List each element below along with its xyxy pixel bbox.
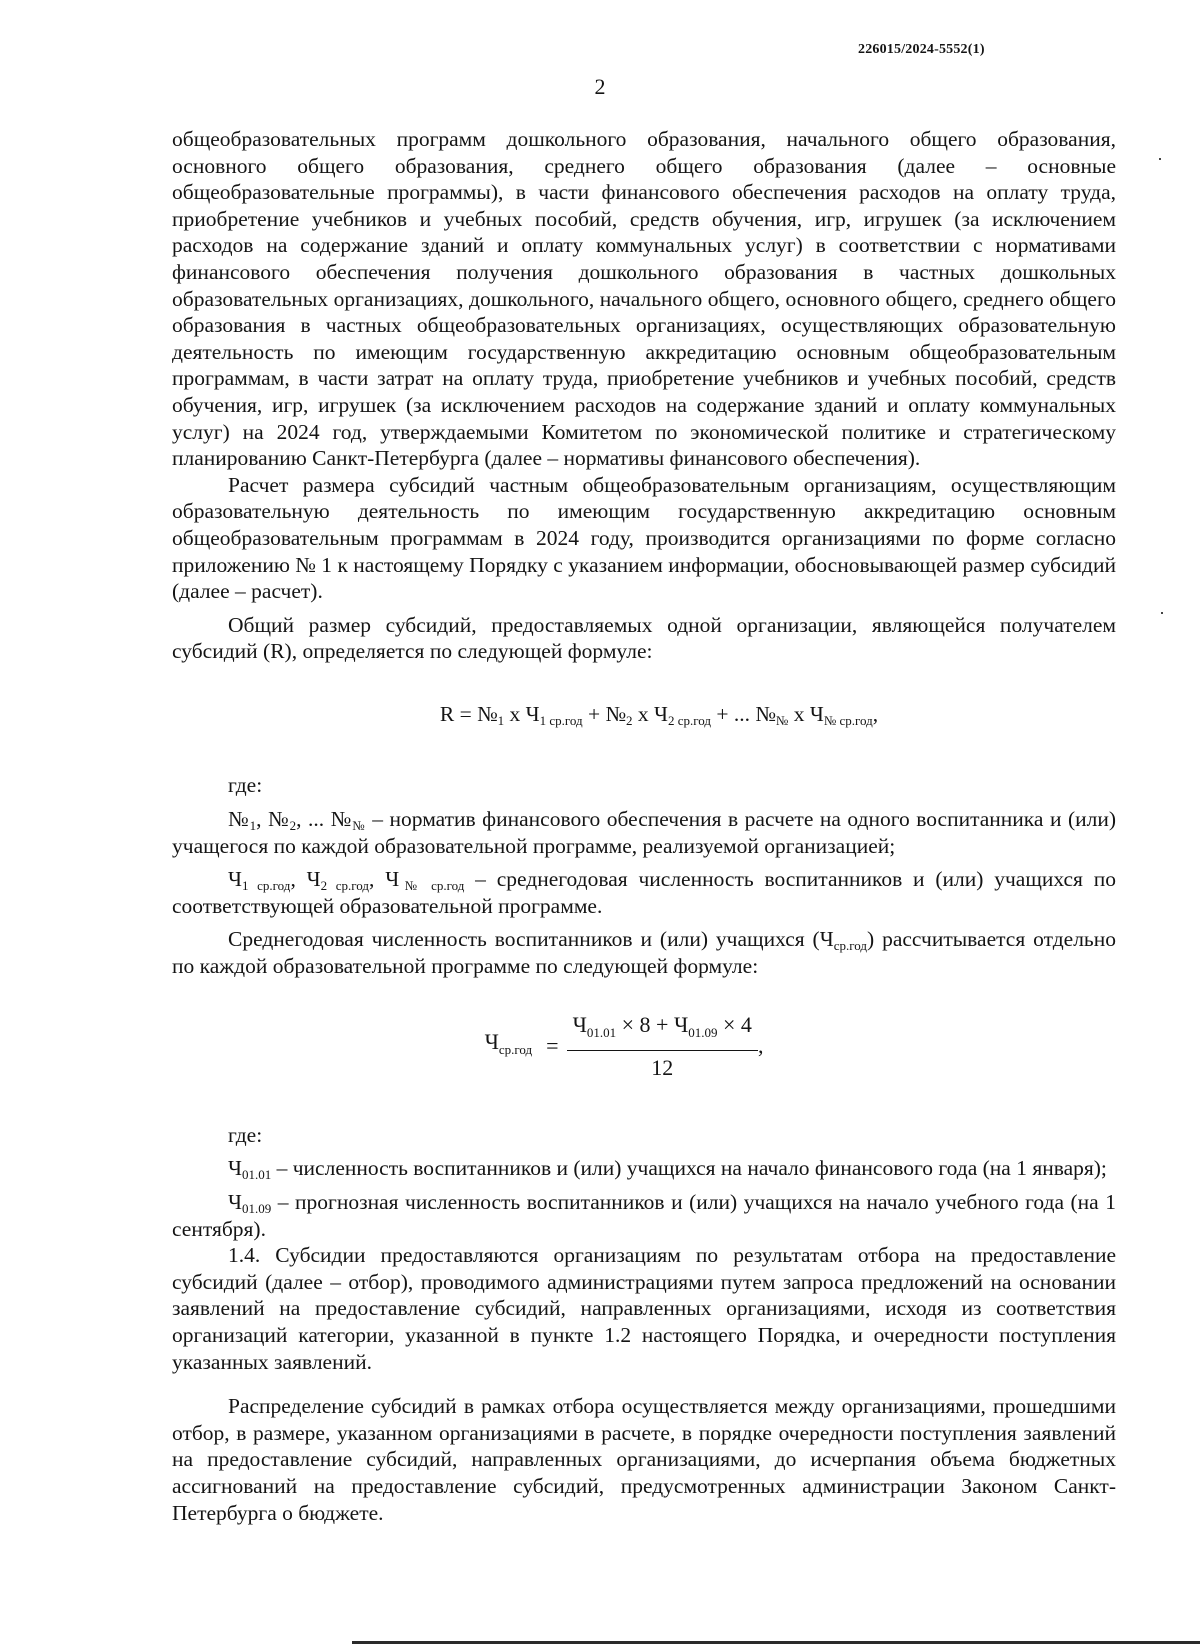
definition-september <box>172 1189 1116 1242</box>
paragraph-text: ) рассчитывается отдельно по каждой образовательной программе по следующей формуле: <box>172 927 1116 979</box>
formula1-part: , <box>872 701 879 726</box>
document-body <box>172 126 1116 1526</box>
formula1-sub: 2 <box>626 712 633 728</box>
scan-speck <box>1161 612 1163 614</box>
math-symbol: , № <box>256 807 290 832</box>
math-sub: № <box>352 818 366 834</box>
math-sub: № ср.год <box>399 878 465 894</box>
math-sub: 01.01 <box>241 1167 272 1183</box>
paragraph-1: общеобразовательных программ дошкольного образования, начального общего образования, основного общего образования, среднего общего образования (далее – основные общеобразовательные программы), в части финансового обеспечения расходов на оплату труда, приобретение учебников и учебных пособий, средств обучения, игр, игрушек (за исключением расходов на содержание зданий и оплату коммунальных услуг) в соответствии с нормативами финансового обеспечения получения дошкольного образования в частных дошкольных образовательных организациях, дошкольного, начального общего, основного общего, среднего общего образования в частных общеобразовательных организациях, осуществляющих образовательную деятельность по имеющим государственную аккредитацию основным общеобразовательным программам, в части затрат на оплату труда, приобретение учебников и учебных пособий, средств обучения, игр, игрушек (за исключением расходов на содержание зданий и оплату коммунальных услуг) на 2024 год, утверждаемыми Комитетом по экономической политике и стратегическому планированию Санкт-Петербурга (далее – нормативы финансового обеспечения). <box>172 127 1116 471</box>
math-sub: 2 <box>289 818 297 834</box>
paragraph-3: Общий размер субсидий, предоставляемых одной организации, являющейся получателем субсидий (R), определяется по следующей формуле: <box>172 612 1116 664</box>
scan-speck <box>1159 158 1161 160</box>
math-sub: 01.01 <box>586 1024 617 1040</box>
paragraph-text: Среднегодовая численность воспитанников и (или) учащихся (Ч <box>228 927 834 952</box>
formula2-equals: = <box>546 1033 559 1059</box>
math-sub: 1 <box>249 818 257 834</box>
math-symbol: Ч <box>572 1011 587 1037</box>
scan-edge-line <box>352 1641 1200 1644</box>
definition-average-count <box>172 866 1116 919</box>
paragraph-distribution: Распределение субсидий в рамках отбора осуществляется между организациями, прошедшими отбор, в размере, указанном организациями в расчете, в порядке очередности поступления заявлений на предоставление субсидий, направленных организациями, до исчерпания объема бюджетных ассигнований на предоставление субсидий, предусмотренных администрации Законом Санкт-Петербурга о бюджете. <box>172 1394 1116 1525</box>
formula2-end: , <box>757 1033 764 1059</box>
formula1-part: + ... № <box>711 701 776 726</box>
math-symbol: Ч <box>228 1156 242 1181</box>
formula1-sub: № <box>775 712 789 728</box>
math-symbol: , ... № <box>296 807 353 832</box>
paragraph-1-4: 1.4. Субсидии предоставляются организациям по результатам отбора на предоставление субсидий (далее – отбор), проводимого администрациями путем запроса предложений на основании заявлений на предоставление субсидий, направленных организациями, исходя из соответствия организаций категории, указанной в пункте 1.2 настоящего Порядка, и очередности поступления указанных заявлений. <box>172 1243 1116 1374</box>
document-id: 226015/2024-5552(1) <box>858 42 985 57</box>
math-symbol: Ч <box>228 1190 242 1214</box>
paragraph-2: Расчет размера субсидий частным общеобразовательным организациям, осуществляющим образовательную деятельность по имеющим государственную аккредитацию основным общеобразовательным программам в 2024 году, производится организациями по форме согласно приложению № 1 к настоящему Порядку с указанием информации, обосновывающей размер субсидий (далее – расчет). <box>172 472 1116 604</box>
formula1-sub: № ср.год <box>823 712 873 728</box>
fraction-denominator: 12 <box>651 1055 674 1081</box>
math-sub: 2 ср.год <box>320 878 370 894</box>
math-symbol: × 4 <box>717 1011 752 1037</box>
math-sub: 01.09 <box>688 1024 718 1040</box>
paragraph-4 <box>172 926 1116 979</box>
math-sub: ср.год <box>498 1042 533 1058</box>
math-symbol: , Ч <box>369 867 400 892</box>
math-sub: 01.09 <box>241 1201 272 1216</box>
definition-normative <box>172 806 1116 859</box>
where-label-1: где: <box>228 773 263 798</box>
formula1-part: x Ч <box>504 701 540 726</box>
definition-start-of-year <box>172 1155 1116 1182</box>
math-symbol: Ч <box>484 1029 499 1055</box>
formula1-sub: 1 ср.год <box>539 712 583 728</box>
formula-average-count <box>172 1012 1116 1082</box>
formula1-part: x Ч <box>788 701 824 726</box>
formula2-lhs <box>485 1029 533 1064</box>
formula1-part: + № <box>582 701 627 726</box>
formula-total-subsidy <box>172 701 1116 735</box>
definition-text: – норматив финансового обеспечения в расчете на одного воспитанника и (или) учащегося по каждой образовательной программе, реализуемой организацией; <box>172 807 1117 858</box>
math-symbol: , Ч <box>290 867 321 892</box>
definition-text: – среднегодовая численность воспитанников и (или) учащихся по соответствующей образовательной программе. <box>172 867 1116 918</box>
formula1-sub: 2 ср.год <box>668 712 712 728</box>
where-label-2: где: <box>228 1122 263 1147</box>
definition-text: – численность воспитанников и (или) учащихся на начало финансового года (на 1 января); <box>271 1156 1107 1181</box>
fraction-numerator <box>567 1012 758 1052</box>
formula1-sub: 1 <box>497 712 505 728</box>
math-symbol: № <box>228 807 250 832</box>
formula2-fraction <box>567 1012 758 1082</box>
formula1-part: x Ч <box>632 701 668 726</box>
page-number: 2 <box>594 74 606 99</box>
definition-text: – прогнозная численность воспитанников и (или) учащихся на начало учебного года (на 1 сентября). <box>172 1190 1116 1241</box>
math-symbol: × 8 + Ч <box>616 1011 689 1037</box>
math-symbol: Ч <box>228 867 242 892</box>
formula1-part: R = № <box>439 701 498 726</box>
math-sub: 1 ср.год <box>241 878 291 894</box>
math-sub: ср.год <box>833 938 867 954</box>
